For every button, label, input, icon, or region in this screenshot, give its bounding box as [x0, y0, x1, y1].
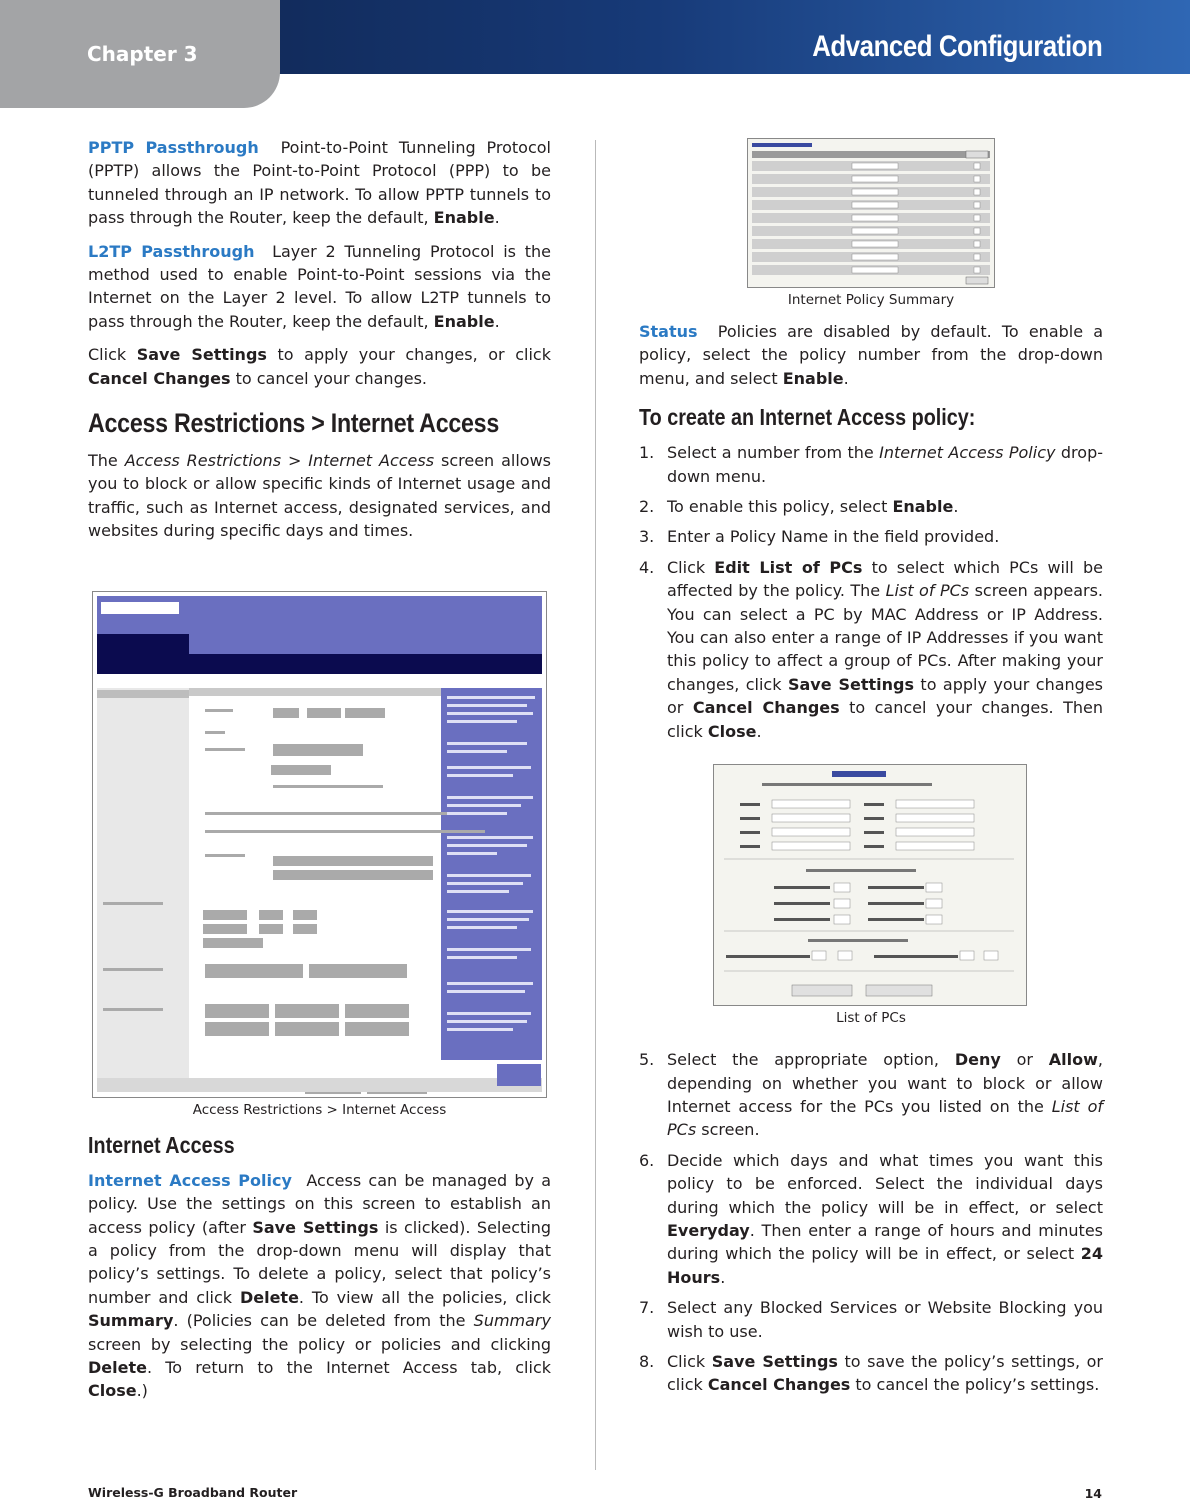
iap-paragraph [88, 1169, 551, 1403]
step-number: 7. [639, 1298, 655, 1318]
pptp-default: Enable [433, 208, 495, 228]
list-item [639, 1149, 1103, 1289]
right-column [639, 138, 1103, 1404]
figure-caption-summary: Internet Policy Summary [787, 292, 955, 308]
step-bold: Allow [1048, 1050, 1098, 1070]
step-em: Internet Access Policy [879, 443, 1056, 463]
step-number: 8. [639, 1351, 655, 1371]
iap-7: .) [136, 1381, 148, 1401]
step-text: to save the policy’s settings, or click [667, 1351, 1103, 1395]
iap-close: Close [88, 1381, 137, 1401]
step-bold: Save Settings [711, 1351, 838, 1371]
status-paragraph: Status Policies are disabled by default. To enable a policy, select the policy number from the drop-down menu, and select Enable. [639, 322, 1104, 388]
step-bold: Close [707, 721, 757, 741]
list-item [639, 1350, 1103, 1397]
chapter-label: Chapter 3 [87, 42, 198, 66]
step-bold: 24 Hours [667, 1244, 1103, 1287]
step-text: to cancel the policy’s settings. [855, 1375, 1100, 1395]
step-number: 1. [639, 443, 655, 463]
list-item [639, 1048, 1103, 1142]
steps-list-1 [639, 441, 1103, 743]
iap-term: Internet Access Policy [88, 1170, 292, 1190]
click-c: to cancel your changes. [235, 368, 427, 388]
step-number: 5. [639, 1050, 655, 1070]
step-bold: Enable [892, 497, 954, 517]
figure-caption-list-pcs: List of PCs [836, 1010, 906, 1027]
iap-4: . (Policies can be deleted from the [173, 1311, 466, 1331]
access-restrictions-illustration [93, 592, 546, 1097]
iap-summary-em: Summary [473, 1311, 551, 1331]
l2tp-term: L2TP Passthrough [88, 241, 255, 261]
l2tp-paragraph: L2TP Passthrough Layer 2 Tunneling Protocol is the method used to enable Point-to-Point sessions via the Internet on the Layer 2 level. To allow L2TP tunnels to pass through the Router, keep the default, Enable. [88, 241, 552, 331]
step-text: . [756, 721, 762, 741]
step-text: . [720, 1267, 726, 1287]
steps-list-2 [639, 1048, 1103, 1397]
footer-product: Wireless-G Broadband Router [88, 1485, 298, 1500]
intro-a: The [88, 451, 118, 471]
iap-delete2: Delete [88, 1357, 147, 1377]
step-text: or [1016, 1050, 1033, 1070]
policy-summary-illustration [748, 139, 994, 287]
click-a: Click [88, 345, 127, 365]
step-text: to cancel your changes. Then click [667, 698, 1103, 741]
list-of-pcs-illustration [714, 765, 1026, 1005]
step-text: screen appears. You can select a PC by MAC Address or IP Address. You can also enter a range of IP Addresses if you want this policy to affect a group of PCs. After making your changes, click [667, 581, 1103, 694]
step-bold: Save Settings [787, 674, 914, 694]
heading-create-policy: To create an Internet Access policy: [639, 404, 976, 431]
heading-internet-access: Internet Access [88, 1131, 235, 1158]
step-number: 3. [639, 527, 655, 547]
step-bold: Deny [954, 1050, 1001, 1070]
list-item [639, 1296, 1103, 1343]
iap-5: screen by selecting the policy or policies and clicking [88, 1334, 551, 1354]
step-text: . Then enter a range of hours and minutes during which the policy will be in effect, or select [667, 1220, 1103, 1264]
step-text: Click [667, 557, 706, 577]
iap-6: . To return to the Internet Access tab, click [146, 1357, 551, 1377]
step-text: to apply your changes or [667, 674, 1104, 718]
list-item [639, 525, 1103, 548]
step-bold: Cancel Changes [707, 1375, 851, 1395]
step-text: , depending on whether you want to block or allow Internet access for the PCs you listed on the [667, 1050, 1104, 1116]
column-divider [595, 140, 596, 1470]
iap-1: Access can be managed by a policy. Use the settings on this screen to establish an access policy (after [88, 1170, 551, 1237]
step-bold: Everyday [667, 1220, 750, 1240]
list-item [639, 556, 1103, 743]
pptp-text: Point-to-Point Tunneling Protocol (PPTP) allows the Point-to-Point Protocol (PPP) to be tunneled through an IP network. To allow PPTP tunnels to pass through the Router, keep the default, [88, 138, 552, 228]
step-text: Decide which days and what times you want this policy to be enforced. Select the individual days during which the policy will be in effect, or select [667, 1150, 1103, 1217]
intro-b: screen allows you to block or allow specific kinds of Internet usage and traffic, such as Internet access, designated services, and websites during specific days and times. [88, 451, 551, 541]
iap-save: Save Settings [252, 1217, 379, 1237]
step-text: To enable this policy, select [667, 497, 888, 517]
list-of-pcs-screenshot [713, 764, 1027, 1006]
step-text: screen. [701, 1120, 760, 1140]
policy-summary-screenshot [747, 138, 995, 288]
figure-caption-access: Access Restrictions > Internet Access [192, 1101, 447, 1118]
save-settings-term: Save Settings [136, 345, 267, 365]
step-bold: Cancel Changes [692, 698, 840, 718]
step-text: Select a number from the [667, 443, 874, 463]
click-save-paragraph [88, 343, 551, 390]
step-text: to select which PCs will be affected by the policy. The [667, 557, 1104, 601]
click-b: to apply your changes, or click [277, 345, 551, 365]
status-enable: Enable [782, 368, 844, 388]
heading-access-restrictions: Access Restrictions > Internet Access [88, 408, 499, 439]
step-em: List of PCs [667, 1096, 1103, 1140]
pptp-paragraph: PPTP Passthrough Point-to-Point Tunneling Protocol (PPTP) allows the Point-to-Point Protocol (PPP) to be tunneled through an IP network. To allow PPTP tunnels to pass through the Router, keep the default, Enable. [88, 138, 552, 228]
step-em: List of PCs [885, 581, 970, 601]
status-text: Policies are disabled by default. To enable a policy, select the policy number from the drop-down menu, and select [639, 322, 1104, 388]
left-column [88, 136, 551, 1413]
intro-em: Access Restrictions > Internet Access [124, 451, 435, 471]
step-text: drop-down menu. [667, 443, 1103, 486]
status-term: Status [639, 322, 698, 341]
step-text: Select the appropriate option, [667, 1050, 939, 1070]
step-number: 2. [639, 497, 655, 517]
iap-summary: Summary [88, 1311, 174, 1331]
page-number: 14 [1084, 1486, 1102, 1501]
step-bold: Edit List of PCs [714, 557, 863, 577]
pptp-term: PPTP Passthrough [88, 138, 259, 157]
iap-3: . To view all the policies, click [298, 1287, 552, 1307]
iap-delete: Delete [239, 1287, 299, 1307]
step-number: 6. [639, 1150, 655, 1170]
step-text: Enter a Policy Name in the field provided. [667, 527, 1000, 547]
section-title: Advanced Configuration [811, 30, 1102, 63]
l2tp-default: Enable [433, 311, 495, 331]
step-text: . [953, 497, 959, 517]
step-number: 4. [639, 557, 655, 577]
l2tp-text: Layer 2 Tunneling Protocol is the method used to enable Point-to-Point sessions via the Internet on the Layer 2 level. To allow L2TP tunnels to pass through the Router, keep the default, [88, 241, 552, 331]
cancel-changes-term: Cancel Changes [88, 368, 231, 388]
list-item [639, 495, 1103, 518]
list-item [639, 441, 1103, 488]
access-restrictions-screenshot [92, 591, 547, 1098]
step-text: Select any Blocked Services or Website Blocking you wish to use. [667, 1298, 1103, 1341]
intro-paragraph [88, 449, 551, 543]
iap-2: is clicked). Selecting a policy from the drop-down menu will display that policy’s settings. To delete a policy, select that policy’s number and click [88, 1217, 552, 1307]
step-text: Click [667, 1351, 706, 1371]
